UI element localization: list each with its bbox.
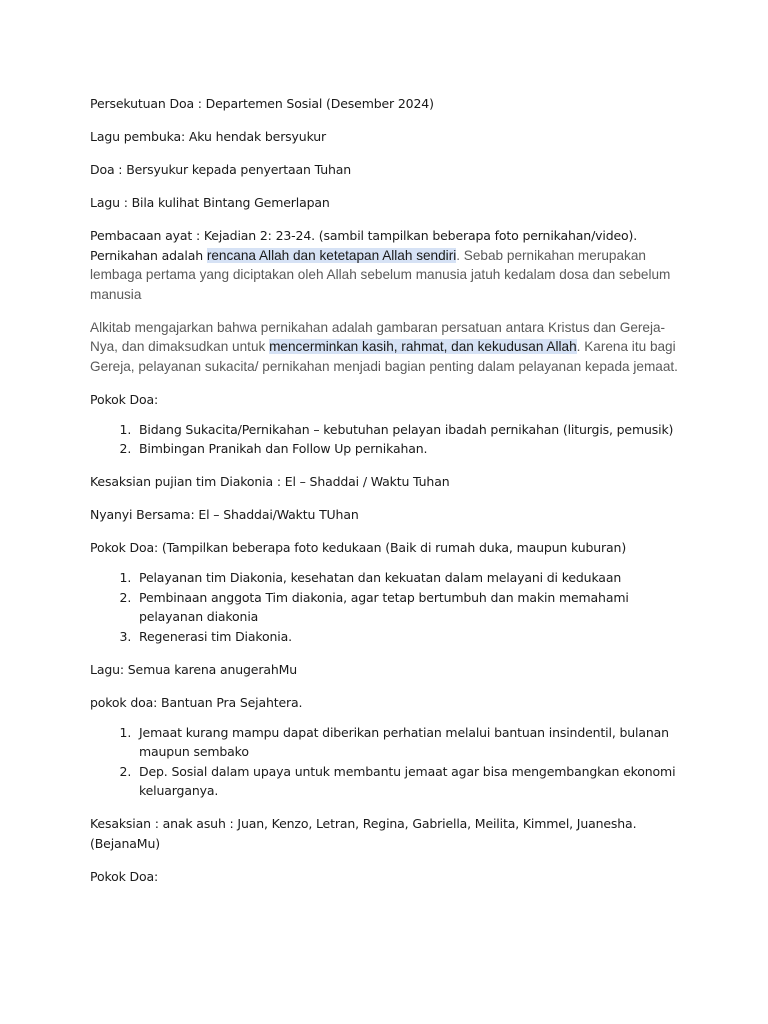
prayer-points-label: pokok doa: Bantuan Pra Sejahtera. [90, 694, 303, 710]
list-item: 2. Dep. Sosial dalam upaya untuk membantu jemaat agar bisa mengembangkan ekonomi keluarganya. [135, 762, 688, 801]
list-item: 1. Bidang Sukacita/Pernikahan – kebutuhan pelayan ibadah pernikahan (liturgis, pemusik) [135, 420, 688, 440]
prayer-points-list [90, 568, 688, 646]
teaching-highlight: mencerminkan kasih, rahmat, dan kekudusan Allah [269, 339, 577, 354]
list-item: 1. Pelayanan tim Diakonia, kesehatan dan kekuatan dalam melayani di kedukaan [135, 568, 688, 588]
reading-highlight: rencana Allah dan ketetapan Allah sendiri [206, 247, 457, 263]
prayer-points-label: Pokok Doa: [90, 868, 159, 884]
prayer-points-label: Pokok Doa: (Tampilkan beberapa foto kedukaan (Baik di rumah duka, maupun kuburan) [90, 540, 627, 555]
reading-text: Pembacaan ayat : Kejadian 2: 23-24. (sambil tampilkan beberapa foto pernikahan/video). Pernikahan adalah [90, 228, 638, 263]
teaching-text: Alkitab mengajarkan bahwa pernikahan adalah gambaran persatuan antara Kristus dan Gereja-Nya, dan dimaksudkan untuk [90, 319, 666, 354]
teaching-paragraph [90, 318, 688, 377]
title-line: Persekutuan Doa : Departemen Sosial (Desember 2024) [90, 96, 434, 111]
song-line: Lagu : Bila kulihat Bintang Gemerlapan [90, 195, 330, 210]
prayer-points-label: Pokok Doa: [90, 391, 159, 407]
testimony-line: Kesaksian : anak asuh : Juan, Kenzo, Letran, Regina, Gabriella, Meilita, Kimmel, Juanesha. (BejanaMu) [90, 816, 637, 851]
prayer-points-list [90, 420, 688, 459]
testimony-line: Kesaksian pujian tim Diakonia : El – Shaddai / Waktu Tuhan [90, 474, 450, 489]
prayer-points-list [90, 723, 688, 801]
teaching-continuation: . Karena itu bagi Gereja, pelayanan sukacita/ pernikahan menjadi bagian penting dalam pelayanan kepada jemaat. [90, 339, 678, 374]
list-item: 2. Bimbingan Pranikah dan Follow Up pernikahan. [135, 439, 688, 459]
sing-together-line: Nyanyi Bersama: El – Shaddai/Waktu TUhan [90, 507, 359, 522]
list-item: 1. Jemaat kurang mampu dapat diberikan perhatian melalui bantuan insindentil, bulanan maupun sembako [135, 723, 688, 762]
list-item: 3. Regenerasi tim Diakonia. [135, 627, 688, 647]
reading-paragraph [90, 226, 688, 304]
list-item: 2. Pembinaan anggota Tim diakonia, agar tetap bertumbuh dan makin memahami pelayanan diakonia [135, 588, 688, 627]
opening-song: Lagu pembuka: Aku hendak bersyukur [90, 129, 327, 144]
reading-continuation: . Sebab pernikahan merupakan lembaga pertama yang diciptakan oleh Allah sebelum manusia jatuh kedalam dosa dan sebelum manusia [90, 247, 671, 302]
prayer-line: Doa : Bersyukur kepada penyertaan Tuhan [90, 162, 352, 177]
song-line: Lagu: Semua karena anugerahMu [90, 661, 298, 677]
